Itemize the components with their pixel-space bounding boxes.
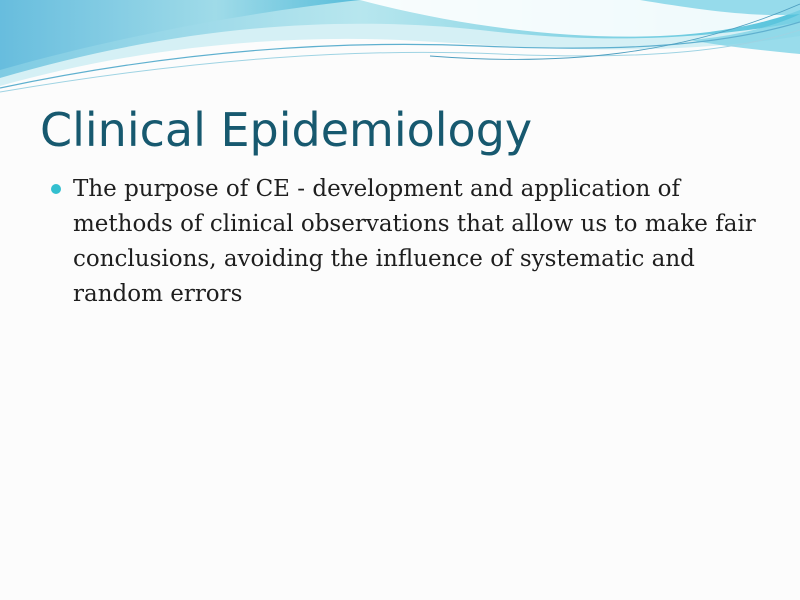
wave-header-decoration — [0, 0, 800, 100]
bullet-item — [48, 172, 768, 312]
bullet-list — [48, 172, 768, 312]
slide-title: Clinical Epidemiology — [40, 103, 533, 157]
bullet-text: The purpose of CE - development and application of methods of clinical observations that allow us to make fair conclusions, avoiding the influence of systematic and random errors — [73, 176, 756, 307]
bullet-dot-icon — [51, 184, 61, 194]
